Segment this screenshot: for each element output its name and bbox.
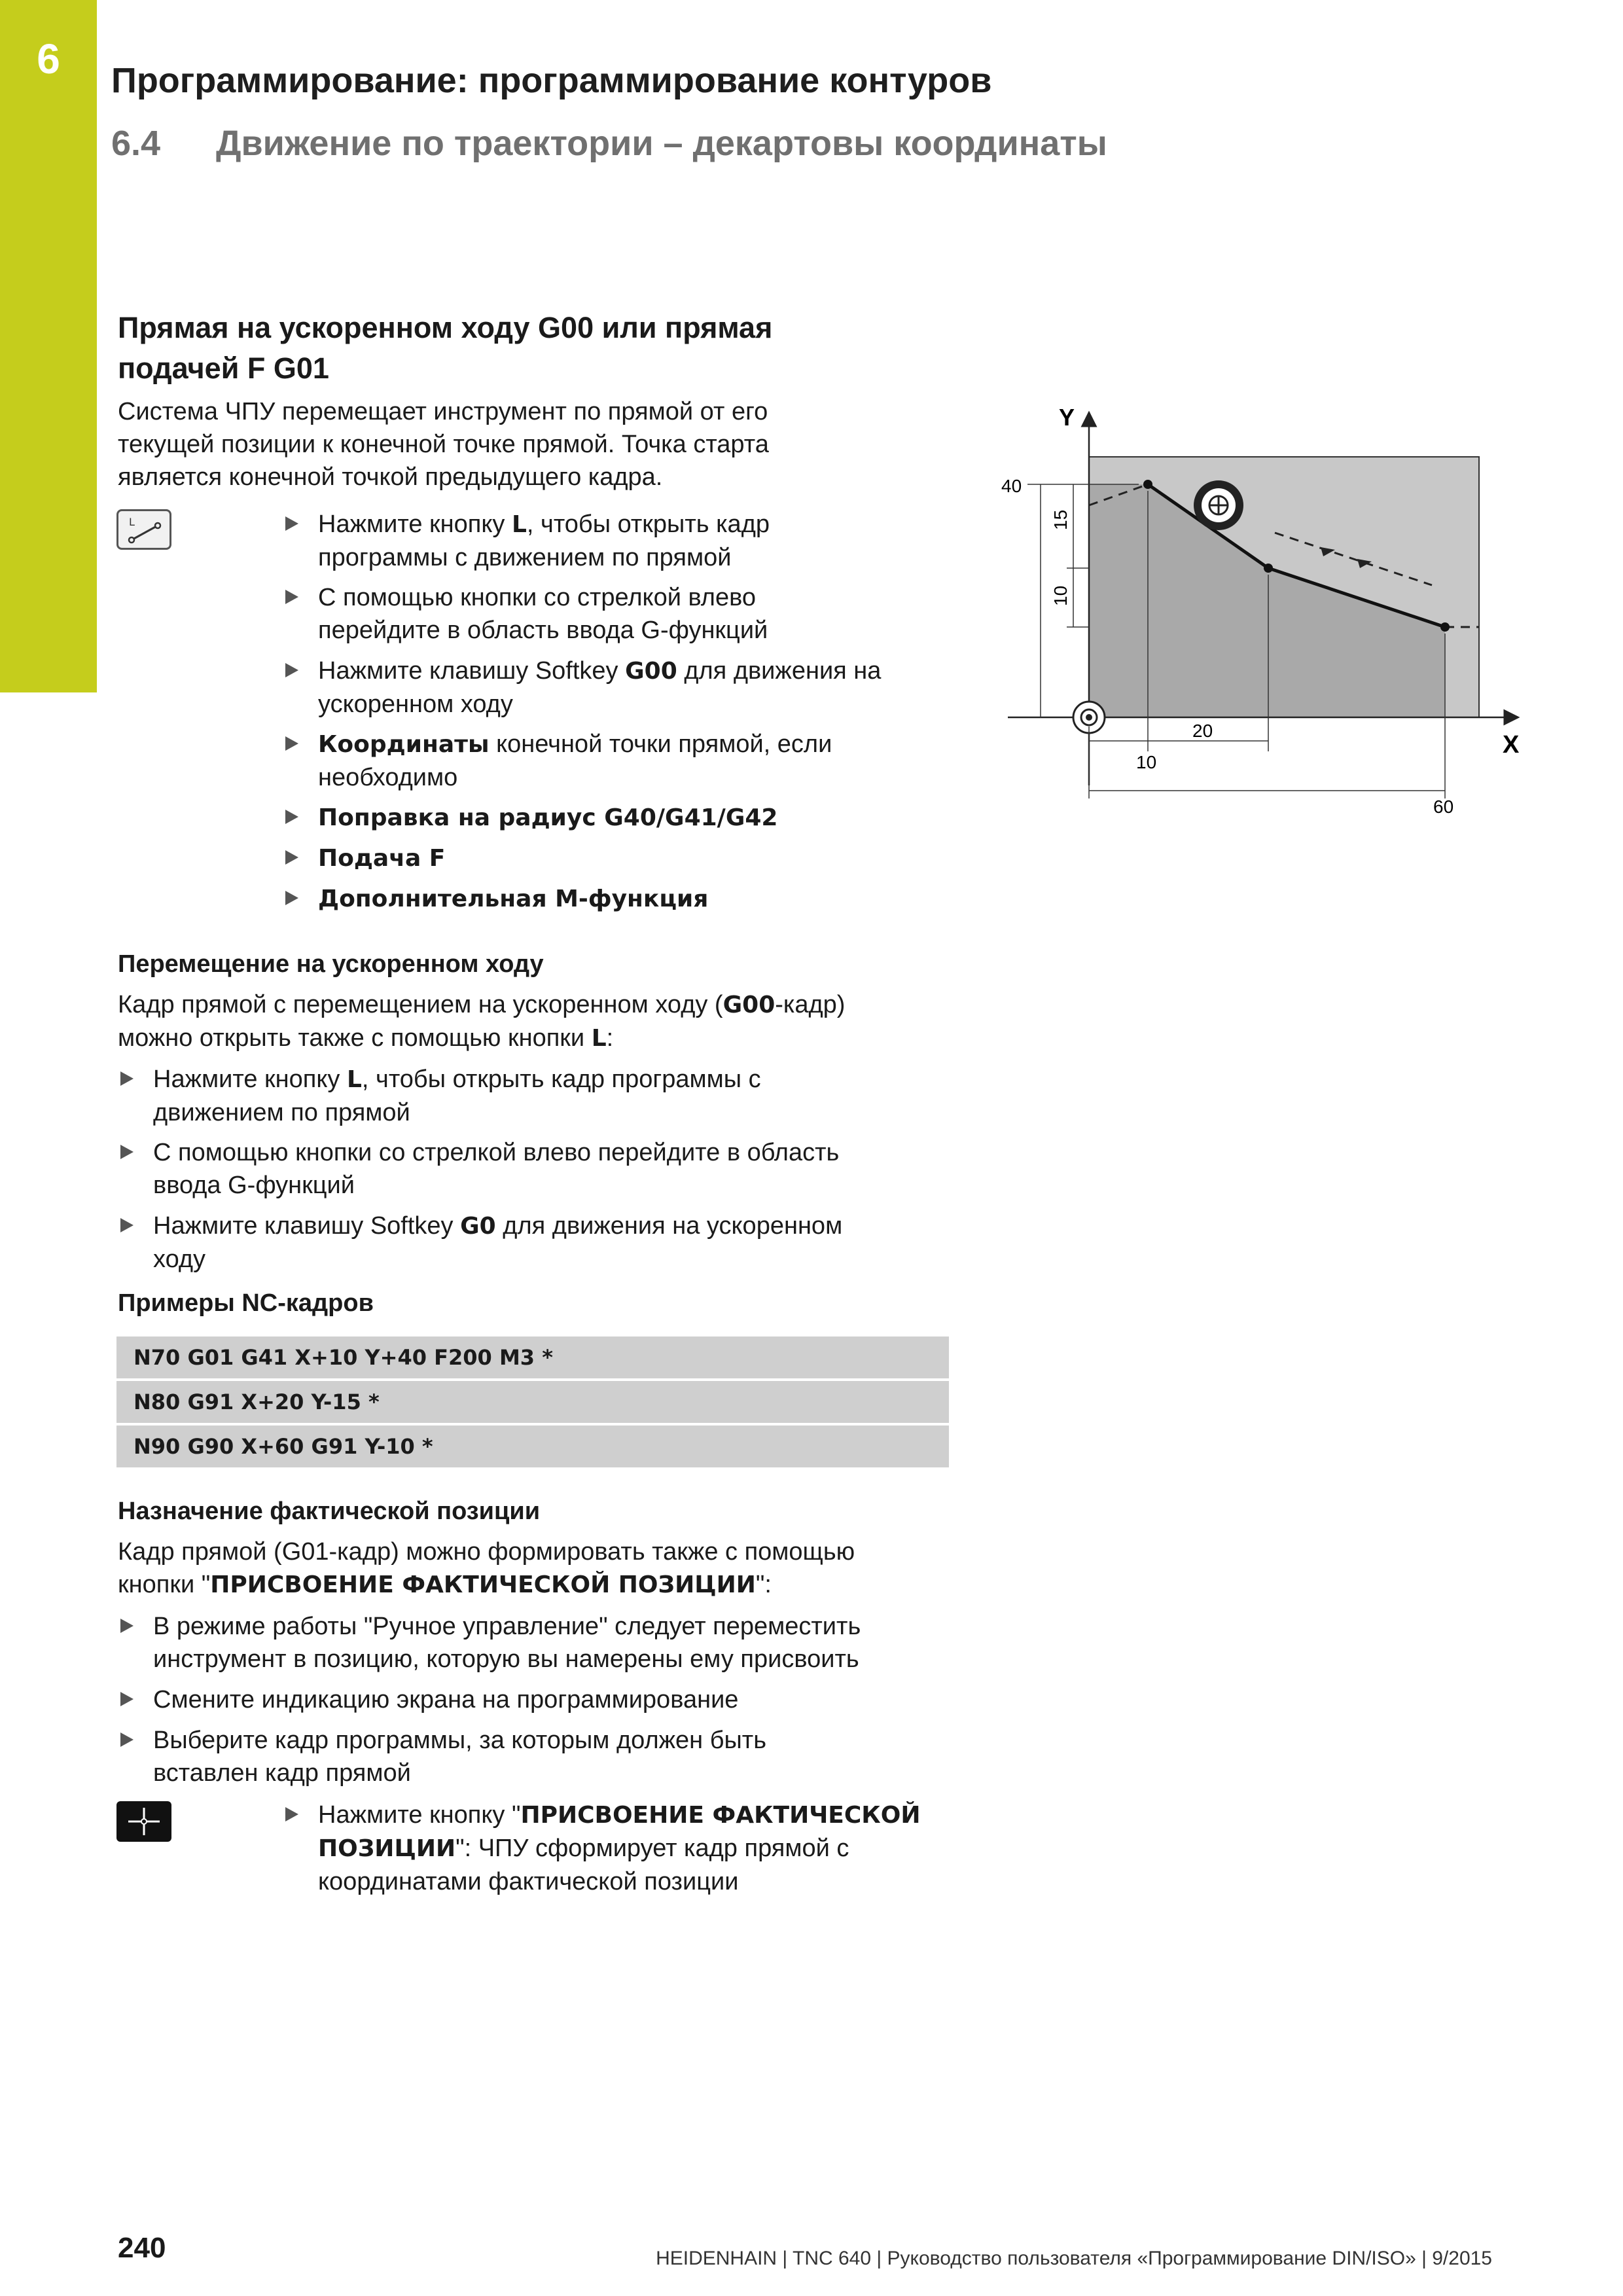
dim-60: 60 (1433, 797, 1454, 817)
section-number: 6.4 (111, 124, 161, 163)
examples-heading: Примеры NC-кадров (118, 1289, 374, 1317)
section-title: Движение по траектории – декартовы координаты (216, 124, 1107, 163)
step-open-line-block: Нажмите кнопку L, чтобы открыть кадр программы с движением по прямой (281, 508, 770, 574)
actual-position-key-icon (116, 1801, 171, 1842)
dim-10-horizontal: 10 (1136, 752, 1157, 772)
milling-cutter-icon (1194, 480, 1243, 530)
step-feed: Подача F (281, 842, 445, 875)
topic-heading: Прямая на ускоренном ходу G00 или прямая подачей F G01 (118, 311, 773, 385)
dim-10-vertical: 10 (1050, 585, 1071, 606)
page-number: 240 (118, 2232, 166, 2264)
step-softkey-g00: Нажмите клавишу Softkey G00 для движения на ускоренном ходу (281, 655, 881, 721)
rapid-step-softkey: Нажмите клавишу Softkey G0 для движения на ускоренном ходу (116, 1210, 842, 1276)
chapter-bar (0, 0, 97, 692)
footer-text: HEIDENHAIN | TNC 640 | Руководство пользователя «Программирование DIN/ISO» | 9/2015 (656, 2248, 1492, 2269)
dim-15: 15 (1050, 509, 1071, 530)
rapid-paragraph: Кадр прямой с перемещением на ускоренном ходу (G00-кадр) можно открыть также с помощью кнопки L: (118, 991, 846, 1052)
contour-diagram (982, 393, 1544, 838)
actual-step-press-key: Нажмите кнопку "ПРИСВОЕНИЕ ФАКТИЧЕСКОЙ ПОЗИЦИИ": ЧПУ сформирует кадр прямой с координатами фактической позиции (281, 1799, 920, 1898)
step-coordinates: Координаты конечной точки прямой, если необходимо (281, 728, 832, 794)
chapter-title: Программирование: программирование контуров (111, 61, 992, 100)
actual-step-switch-display: Смените индикацию экрана на программирование (116, 1683, 738, 1716)
nc-row: N70 G01 G41 X+10 Y+40 F200 M3 * (116, 1336, 949, 1378)
x-axis-label: X (1503, 731, 1520, 759)
dim-40: 40 (1001, 476, 1022, 496)
intro-paragraph: Система ЧПУ перемещает инструмент по прямой от его текущей позиции к конечной точке прямой. Точка старта является конечной точкой предыдущего кадра. (118, 398, 769, 491)
svg-text:L: L (129, 516, 135, 528)
nc-row: N90 G90 X+60 G91 Y-10 * (116, 1426, 949, 1467)
line-key-icon (116, 509, 171, 550)
point-middle (1264, 564, 1273, 573)
chapter-number: 6 (37, 35, 60, 82)
nc-row: N80 G91 X+20 Y-15 * (116, 1381, 949, 1423)
nc-examples-table (116, 1336, 949, 1470)
step-m-function: Дополнительная M-функция (281, 882, 708, 916)
actual-step-manual-mode: В режиме работы "Ручное управление" следует переместить инструмент в позицию, которую вы намерены ему присвоить (116, 1610, 861, 1676)
actual-position-heading: Назначение фактической позиции (118, 1498, 541, 1525)
point-start (1143, 480, 1152, 489)
rapid-step-open: Нажмите кнопку L, чтобы открыть кадр программы с движением по прямой (116, 1063, 761, 1129)
section-header (111, 123, 1107, 164)
step-arrow-left: С помощью кнопки со стрелкой влево перейдите в область ввода G-функций (281, 581, 768, 647)
rapid-heading: Перемещение на ускоренном ходу (118, 950, 544, 978)
rapid-step-arrow: С помощью кнопки со стрелкой влево перейдите в область ввода G-функций (116, 1136, 839, 1202)
actual-step-select-block: Выберите кадр программы, за которым должен быть вставлен кадр прямой (116, 1724, 766, 1789)
y-axis-label: Y (1059, 404, 1075, 431)
point-end (1440, 622, 1450, 632)
dim-20: 20 (1192, 721, 1213, 741)
step-radius-compensation: Поправка на радиус G40/G41/G42 (281, 801, 777, 834)
actual-position-paragraph: Кадр прямой (G01-кадр) можно формировать также с помощью кнопки "ПРИСВОЕНИЕ ФАКТИЧЕСКОЙ ПОЗИЦИИ": (118, 1538, 855, 1598)
